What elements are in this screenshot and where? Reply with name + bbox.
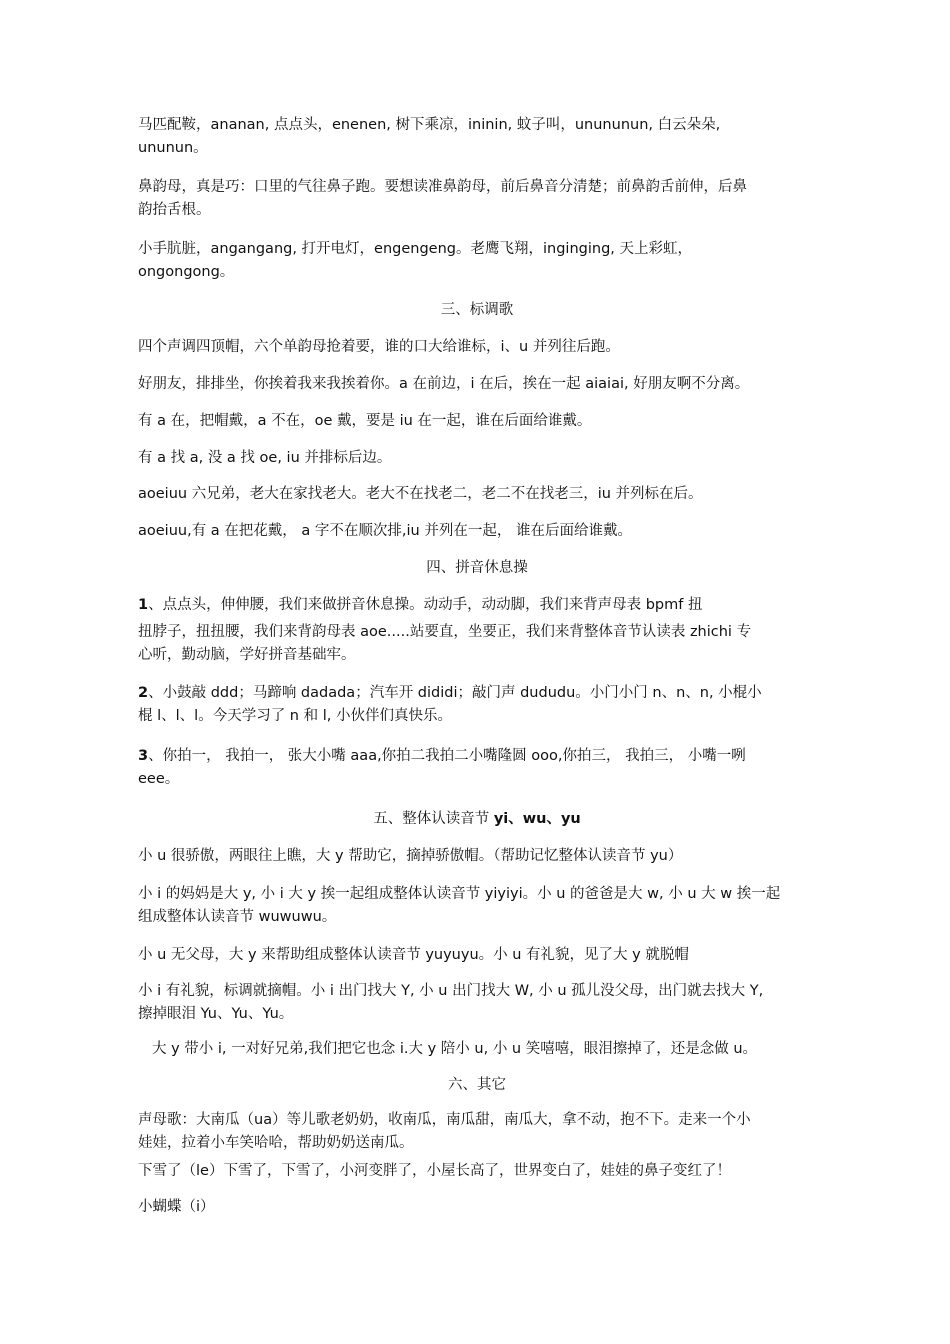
text-line: 小 i 有礼貌，标调就摘帽。小 i 出门找大 Y, 小 u 出门找大 W, 小 u 孤儿没父母，出门就去找大 Y, xyxy=(138,983,764,999)
item-number: 2 xyxy=(138,685,149,701)
paragraph: 大 y 带小 i, 一对好兄弟,我们把它也念 i.大 y 陪小 u, 小 u 笑嘻嘻，眼泪擦掉了，还是念做 u。 xyxy=(152,1041,758,1057)
section-heading-pinyin-exercise: 四、拼音休息操 xyxy=(426,560,528,576)
paragraph-finals-ang-eng xyxy=(138,238,816,284)
paragraph: aoeiuu 六兄弟，老大在家找老大。老大不在找老二，老二不在找老三，iu 并列标在后。 xyxy=(138,486,703,502)
item-number: 1 xyxy=(138,597,149,613)
text-line: 扭脖子，扭扭腰，我们来背韵母表 aoe.....站要直，坐要正，我们来背整体音节认读表 zhichi 专 xyxy=(138,624,752,640)
text-line: 马匹配鞍，ananan, 点点头，enenen, 树下乘凉，ininin, 蚊子叫，unununun, 白云朵朵, xyxy=(138,117,721,133)
text-line: ununun。 xyxy=(138,140,208,156)
paragraph: 小蝴蝶（i） xyxy=(138,1199,215,1215)
text-line: 鼻韵母，真是巧：口里的气往鼻子跑。要想读准鼻韵母，前后鼻音分清楚；前鼻韵舌前伸，后鼻 xyxy=(138,179,747,195)
text-line: ongongong。 xyxy=(138,264,235,280)
text-line: 娃娃，拉着小车笑哈哈，帮助奶奶送南瓜。 xyxy=(138,1135,414,1151)
heading-text: 五、整体认读音节 xyxy=(373,811,494,827)
section-heading-whole-syllables xyxy=(138,808,816,831)
paragraph: 下雪了（le）下雪了，下雪了，小河变胖了，小屋长高了，世界变白了，娃娃的鼻子变红了！ xyxy=(138,1163,731,1179)
heading-bold-text: yi、wu、yu xyxy=(493,811,581,827)
item-number: 3 xyxy=(138,748,149,764)
paragraph: 四个声调四顶帽，六个单韵母抢着要，谁的口大给谁标，i、u 并列往后跑。 xyxy=(138,339,620,355)
paragraph: 有 a 在，把帽戴，a 不在，oe 戴，要是 iu 在一起，谁在后面给谁戴。 xyxy=(138,413,592,429)
text-line: 小手肮脏，angangang, 打开电灯，engengeng。老鹰飞翔，inginging, 天上彩虹， xyxy=(138,241,692,257)
paragraph: 小 u 无父母，大 y 来帮助组成整体认读音节 yuyuyu。小 u 有礼貌，见了大 y 就脱帽 xyxy=(138,947,689,963)
text-line: 棍 l、l、l。今天学习了 n 和 l, 小伙伴们真快乐。 xyxy=(138,708,452,724)
text-line: eee。 xyxy=(138,771,180,787)
text-line: 擦掉眼泪 Yu、Yu、Yu。 xyxy=(138,1006,294,1022)
numbered-item xyxy=(138,594,816,617)
text-line: 心听，勤动脑，学好拼音基础牢。 xyxy=(138,647,356,663)
section-heading-other: 六、其它 xyxy=(448,1077,506,1093)
numbered-item xyxy=(138,682,816,728)
text-line: 、你拍一， 我拍一， 张大小嘴 aaa,你拍二我拍二小嘴隆圆 ooo,你拍三， 我拍三， 小嘴一咧 xyxy=(148,748,746,764)
numbered-item-continuation xyxy=(138,621,816,667)
text-line: 韵抬舌根。 xyxy=(138,202,211,218)
paragraph xyxy=(138,980,816,1026)
text-line: 、小鼓敲 ddd；马蹄响 dadada；汽车开 dididi；敲门声 dududu。小门小门 n、n、n, 小棍小 xyxy=(148,685,762,701)
paragraph xyxy=(138,883,816,929)
paragraph xyxy=(138,1109,816,1155)
text-line: 、点点头，伸伸腰，我们来做拼音休息操。动动手，动动脚，我们来背声母表 bpmf 扭 xyxy=(148,597,703,613)
paragraph: 好朋友，排排坐，你挨着我来我挨着你。a 在前边，i 在后，挨在一起 aiaiai, 好朋友啊不分离。 xyxy=(138,376,750,392)
paragraph: aoeiuu,有 a 在把花戴， a 字不在顺次排,iu 并列在一起， 谁在后面给谁戴。 xyxy=(138,523,632,539)
text-line: 声母歌：大南瓜（ua）等儿歌老奶奶，收南瓜，南瓜甜，南瓜大，拿不动，抱不下。走来一个小 xyxy=(138,1112,751,1128)
text-line: 组成整体认读音节 wuwuwu。 xyxy=(138,909,337,925)
paragraph: 小 u 很骄傲，两眼往上瞧，大 y 帮助它，摘掉骄傲帽。（帮助记忆整体认读音节 yu） xyxy=(138,848,683,864)
paragraph-nasal-finals xyxy=(138,176,816,222)
section-heading-tone-song: 三、标调歌 xyxy=(440,302,514,318)
numbered-item xyxy=(138,745,816,791)
paragraph: 有 a 找 a, 没 a 找 oe, iu 并排标后边。 xyxy=(138,450,392,466)
paragraph-finals-an-en xyxy=(138,114,816,160)
text-line: 小 i 的妈妈是大 y, 小 i 大 y 挨一起组成整体认读音节 yiyiyi。小 u 的爸爸是大 w, 小 u 大 w 挨一起 xyxy=(138,886,781,902)
